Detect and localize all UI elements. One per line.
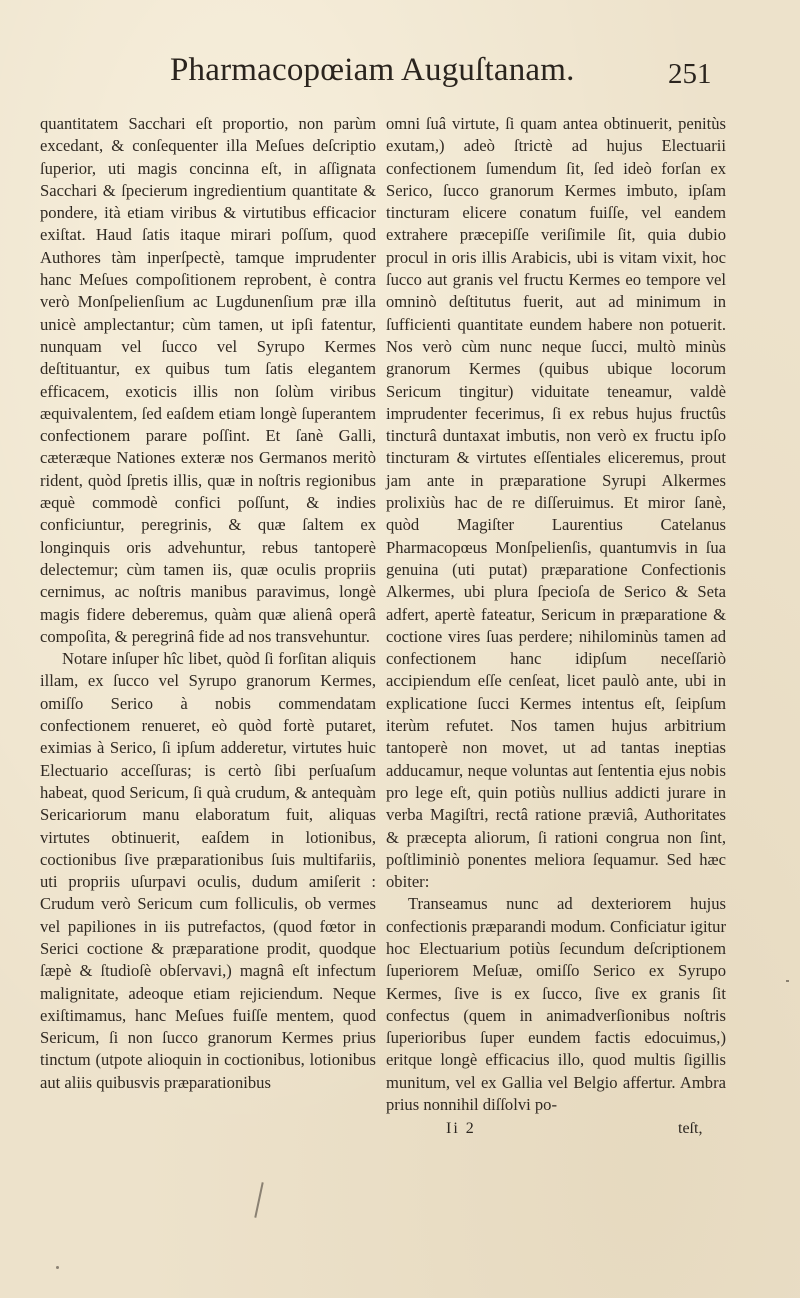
left-paragraph-1: quantitatem Sacchari eſt proportio, non parùm excedant, & conſequenter illa Meſues deſcriptio ſuperior, uti magis concinna eſt, in aſſignata Sacchari & ſpecierum ingredientium quantitate & pondere, ità etiam viribus & virtutibus efficacior exiſtat. Haud ſatis itaque mirari poſſum, quod Authores tàm inperſpectè, tamque imprudenter hanc Meſues compoſitionem reprobent, è contra verò Monſpelienſium ac Lugdunenſium præ illa unicè amplectantur; cùm tamen, ut ipſi fatentur, nunquam vel ſucco vel Syrupo Kermes deſtituantur, ex quibus tum ſatis elegantem efficacem, exoticis illis non ſolùm viribus æquivalentem, ſed eaſdem etiam longè ſuperantem confectionem parare poſſint. Et ſanè Galli, cæteræque Nationes exteræ nos Germanos meritò rident, quòd ſpretis illis, quæ in noſtris regionibus æquè commodè confici poſſunt, & indies conficiuntur, peregrinis, & quæ ſaltem ex longinquis oris advehuntur, rebus tantoperè delectemur; cùm tamen iis, quæ oculis propriis cernimus, ac noſtris manibus paravimus, longè magis fidere deberemus, quàm quæ alienâ operâ compoſita, & peregrinâ fide ad nos transvehuntur.: [40, 114, 376, 646]
right-paragraph-1: omni ſuâ virtute, ſi quam antea obtinuerit, penitùs exutam,) adeò ſtrictè ad hujus Electuarii confectionem ſumendum ſit, ſed ideò forſan ex Serico, ſucco granorum Kermes imbuto, ipſam tincturam elicere conatum fuiſſe, vel eandem extrahere præcepiſſe veriſimile ſit, quia dubio procul in oris illis Arabicis, ubi is vitam vixit, hoc ſucco aut granis vel fructu Kermes eo tempore vel omninò deſtitutus fuerit, aut ad minimum in ſufficienti quantitate eundem habere non potuerit. Nos verò cùm nunc neque ſucci, multò minùs granorum Kermes (quibus ubique locorum Sericum tingitur) viduitate teneamur, valdè imprudenter fecerimus, ſi ex rebus hujus fructûs tincturâ duntaxat imbutis, non verò ex fructu ipſo tincturam & virtutes eſſentiales eliceremus, prout jam ante in præparatione Syrupi Alkermes prolixiùs hac de re diſſeruimus. Et miror ſanè, quòd Magiſter Laurentius Catelanus Pharmacopœus Monſpelienſis, quantumvis in ſua genuina (uti putat) præparatione Confectionis Alkermes, ubi plura ſpecioſa de Serico & Seta adfert, apertè fateatur, Sericum in præparatione & coctione vires ſuas perdere; nihilominùs tamen ad confectionem hanc idipſum neceſſariò accipiendum eſſe cenſeat, licet paulò ante, ubi in explicatione ſucci Kermes intentus eſt, ſeipſum iterùm refutet. Nos tamen hujus arbitrium tantoperè non movet, ut ad tantas ineptias adducamur, neque voluntas aut ſententia ejus nobis pro lege eſt, quin potiùs nullius addicti jurare in verba Magiſtri, rectâ ratione præviâ, Authoritates & præcepta aliorum, ſi rationi congrua non ſint, poſtliminiò ponentes meliora ſequamur. Sed hæc obiter:: [386, 114, 726, 892]
stray-ink-stroke: [254, 1182, 263, 1218]
signature-mark: Ii 2: [446, 1120, 476, 1137]
right-paragraph-2: Transeamus nunc ad dexteriorem hujus confectionis præparandi modum. Conficiatur igitur hoc Electuarium potiùs ſecundum deſcriptionem ſuperiorem Meſuæ, omiſſo Serico ex Syrupo Kermes, ſive is ex ſucco, ſive ex granis ſit confectus (quem in animadverſionibus noſtris ſuperioribus ſuper eundem factis edocuimus,) eritque longè efficacius illo, quod multis ſigillis munitum, vel ex Gallia vel Belgio affertur. Ambra prius nonnihil diſſolvi po-: [386, 894, 726, 1115]
stray-ink-speck: [786, 980, 789, 982]
left-paragraph-2: Notare inſuper hîc libet, quòd ſi forſitan aliquis illam, ex ſucco vel Syrupo granorum Kermes, omiſſo Serico à nobis commendatam confectionem renueret, eò quòd fortè putaret, eximias à Serico, ſi ipſum adderetur, virtutes huic Electuario acceſſuras; is certò ſibi perſuaſum habeat, quod Sericum, ſi quà crudum, & antequàm Sericariorum manu elaboratum fuit, aliquas virtutes obtinuerit, eaſdem in lotionibus, coctionibus ſive præparationibus ſuis multifariis, uti propriis uſurpavi oculis, dudum amiſerit : Crudum verò Sericum cum folliculis, ob vermes vel papiliones in iis putrefactos, (quod fœtor in Serici coctione & præparatione prodit, quodque ſæpè & ſtudioſè obſervavi,) magnâ eſt infectum malignitate, adeoque etiam rejiciendum. Neque exiſtimamus, hanc Meſues fuiſſe mentem, quod Sericum, ſi non ſucco granorum Kermes prius tinctum (utpote alioquin in coctionibus, lotionibus aut aliis quibusvis præparationibus: [40, 649, 376, 1092]
stray-ink-dot: [56, 1266, 59, 1269]
page-title: Pharmacopœiam Auguſtanam.: [170, 52, 575, 88]
right-column: [386, 113, 726, 1116]
catchword: teſt,: [678, 1120, 703, 1137]
running-head: [0, 52, 800, 104]
left-column: [40, 113, 376, 1094]
page-number: 251: [668, 58, 712, 90]
